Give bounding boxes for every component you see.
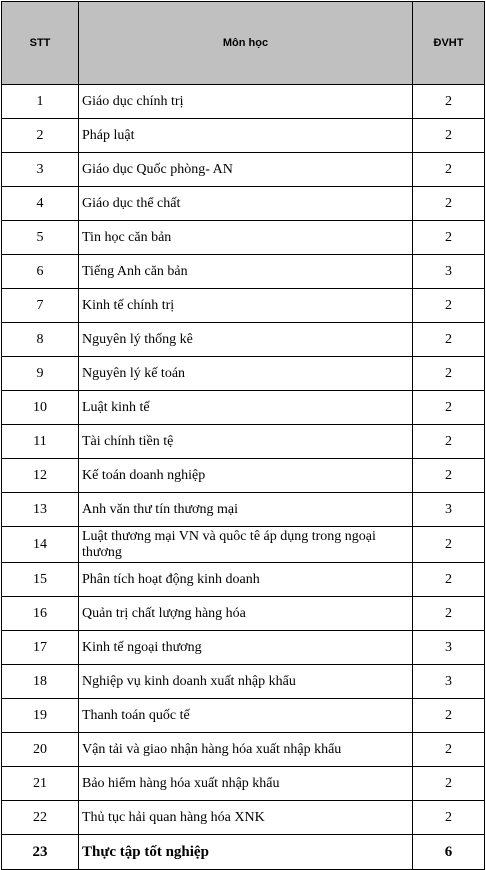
table-row: [2, 767, 485, 801]
table-row: [2, 425, 485, 459]
table-row: [2, 187, 485, 221]
row-stt: 4: [2, 187, 79, 221]
table-row: [2, 255, 485, 289]
row-subject: Bảo hiểm hàng hóa xuất nhập khẩu: [79, 767, 413, 801]
table-row: [2, 153, 485, 187]
row-credits: 2: [413, 289, 485, 323]
row-credits: 2: [413, 801, 485, 835]
table-row: [2, 289, 485, 323]
row-stt: 3: [2, 153, 79, 187]
total-credits: 6: [413, 835, 485, 870]
row-subject: Luật thương mại VN và quôc tê áp dụng trong ngoại thương: [79, 527, 413, 563]
table-row: [2, 733, 485, 767]
total-subject: Thực tập tốt nghiệp: [79, 835, 413, 870]
row-subject: Pháp luật: [79, 119, 413, 153]
row-subject: Kinh tế ngoại thương: [79, 631, 413, 665]
row-stt: 9: [2, 357, 79, 391]
row-stt: 14: [2, 527, 79, 563]
row-stt: 8: [2, 323, 79, 357]
column-header-stt: STT: [2, 2, 79, 85]
row-stt: 11: [2, 425, 79, 459]
row-subject: Quản trị chất lượng hàng hóa: [79, 597, 413, 631]
row-credits: 2: [413, 425, 485, 459]
row-credits: 3: [413, 631, 485, 665]
row-stt: 22: [2, 801, 79, 835]
row-subject: Vận tải và giao nhận hàng hóa xuất nhập khẩu: [79, 733, 413, 767]
row-subject: Giáo dục Quốc phòng- AN: [79, 153, 413, 187]
table-row: [2, 597, 485, 631]
table-row: [2, 665, 485, 699]
row-stt: 19: [2, 699, 79, 733]
table-row: [2, 391, 485, 425]
row-credits: 2: [413, 187, 485, 221]
table-row: [2, 459, 485, 493]
table-row: [2, 323, 485, 357]
row-credits: 2: [413, 85, 485, 119]
table-row: [2, 85, 485, 119]
table-row: [2, 563, 485, 597]
row-credits: 3: [413, 493, 485, 527]
row-stt: 12: [2, 459, 79, 493]
row-subject: Kế toán doanh nghiệp: [79, 459, 413, 493]
header-row: [2, 2, 485, 85]
row-subject: Nghiệp vụ kinh doanh xuất nhập khẩu: [79, 665, 413, 699]
row-credits: 2: [413, 733, 485, 767]
row-subject: Tài chính tiền tệ: [79, 425, 413, 459]
table-row: [2, 631, 485, 665]
row-credits: 2: [413, 119, 485, 153]
row-credits: 2: [413, 699, 485, 733]
row-stt: 2: [2, 119, 79, 153]
row-subject: Kinh tế chính trị: [79, 289, 413, 323]
row-stt: 15: [2, 563, 79, 597]
table-row: [2, 119, 485, 153]
table-row: [2, 221, 485, 255]
row-subject: Thanh toán quốc tế: [79, 699, 413, 733]
row-subject: Thủ tục hải quan hàng hóa XNK: [79, 801, 413, 835]
row-subject: Luật kinh tế: [79, 391, 413, 425]
row-credits: 2: [413, 153, 485, 187]
row-stt: 10: [2, 391, 79, 425]
row-credits: 2: [413, 527, 485, 563]
row-subject: Giáo dục thể chất: [79, 187, 413, 221]
column-header-subject: Môn học: [79, 2, 413, 85]
row-credits: 2: [413, 459, 485, 493]
row-credits: 2: [413, 563, 485, 597]
row-subject: Anh văn thư tín thương mại: [79, 493, 413, 527]
row-stt: 1: [2, 85, 79, 119]
row-stt: 20: [2, 733, 79, 767]
row-stt: 18: [2, 665, 79, 699]
row-stt: 16: [2, 597, 79, 631]
row-subject: Nguyên lý kế toán: [79, 357, 413, 391]
table-row: [2, 527, 485, 563]
row-credits: 2: [413, 221, 485, 255]
table-row: [2, 357, 485, 391]
course-table: [1, 1, 485, 870]
row-stt: 17: [2, 631, 79, 665]
row-subject: Nguyên lý thống kê: [79, 323, 413, 357]
row-credits: 2: [413, 597, 485, 631]
table-row: [2, 493, 485, 527]
total-row: [2, 835, 485, 870]
row-stt: 13: [2, 493, 79, 527]
row-stt: 5: [2, 221, 79, 255]
table-row: [2, 699, 485, 733]
row-subject: Tiếng Anh căn bản: [79, 255, 413, 289]
row-credits: 2: [413, 323, 485, 357]
column-header-credits: ĐVHT: [413, 2, 485, 85]
row-subject: Giáo dục chính trị: [79, 85, 413, 119]
row-subject: Phân tích hoạt động kinh doanh: [79, 563, 413, 597]
row-subject: Tin học căn bản: [79, 221, 413, 255]
row-stt: 21: [2, 767, 79, 801]
row-credits: 2: [413, 391, 485, 425]
row-credits: 3: [413, 255, 485, 289]
table-row: [2, 801, 485, 835]
row-credits: 3: [413, 665, 485, 699]
row-stt: 7: [2, 289, 79, 323]
row-stt: 6: [2, 255, 79, 289]
row-credits: 2: [413, 357, 485, 391]
row-credits: 2: [413, 767, 485, 801]
total-stt: 23: [2, 835, 79, 870]
